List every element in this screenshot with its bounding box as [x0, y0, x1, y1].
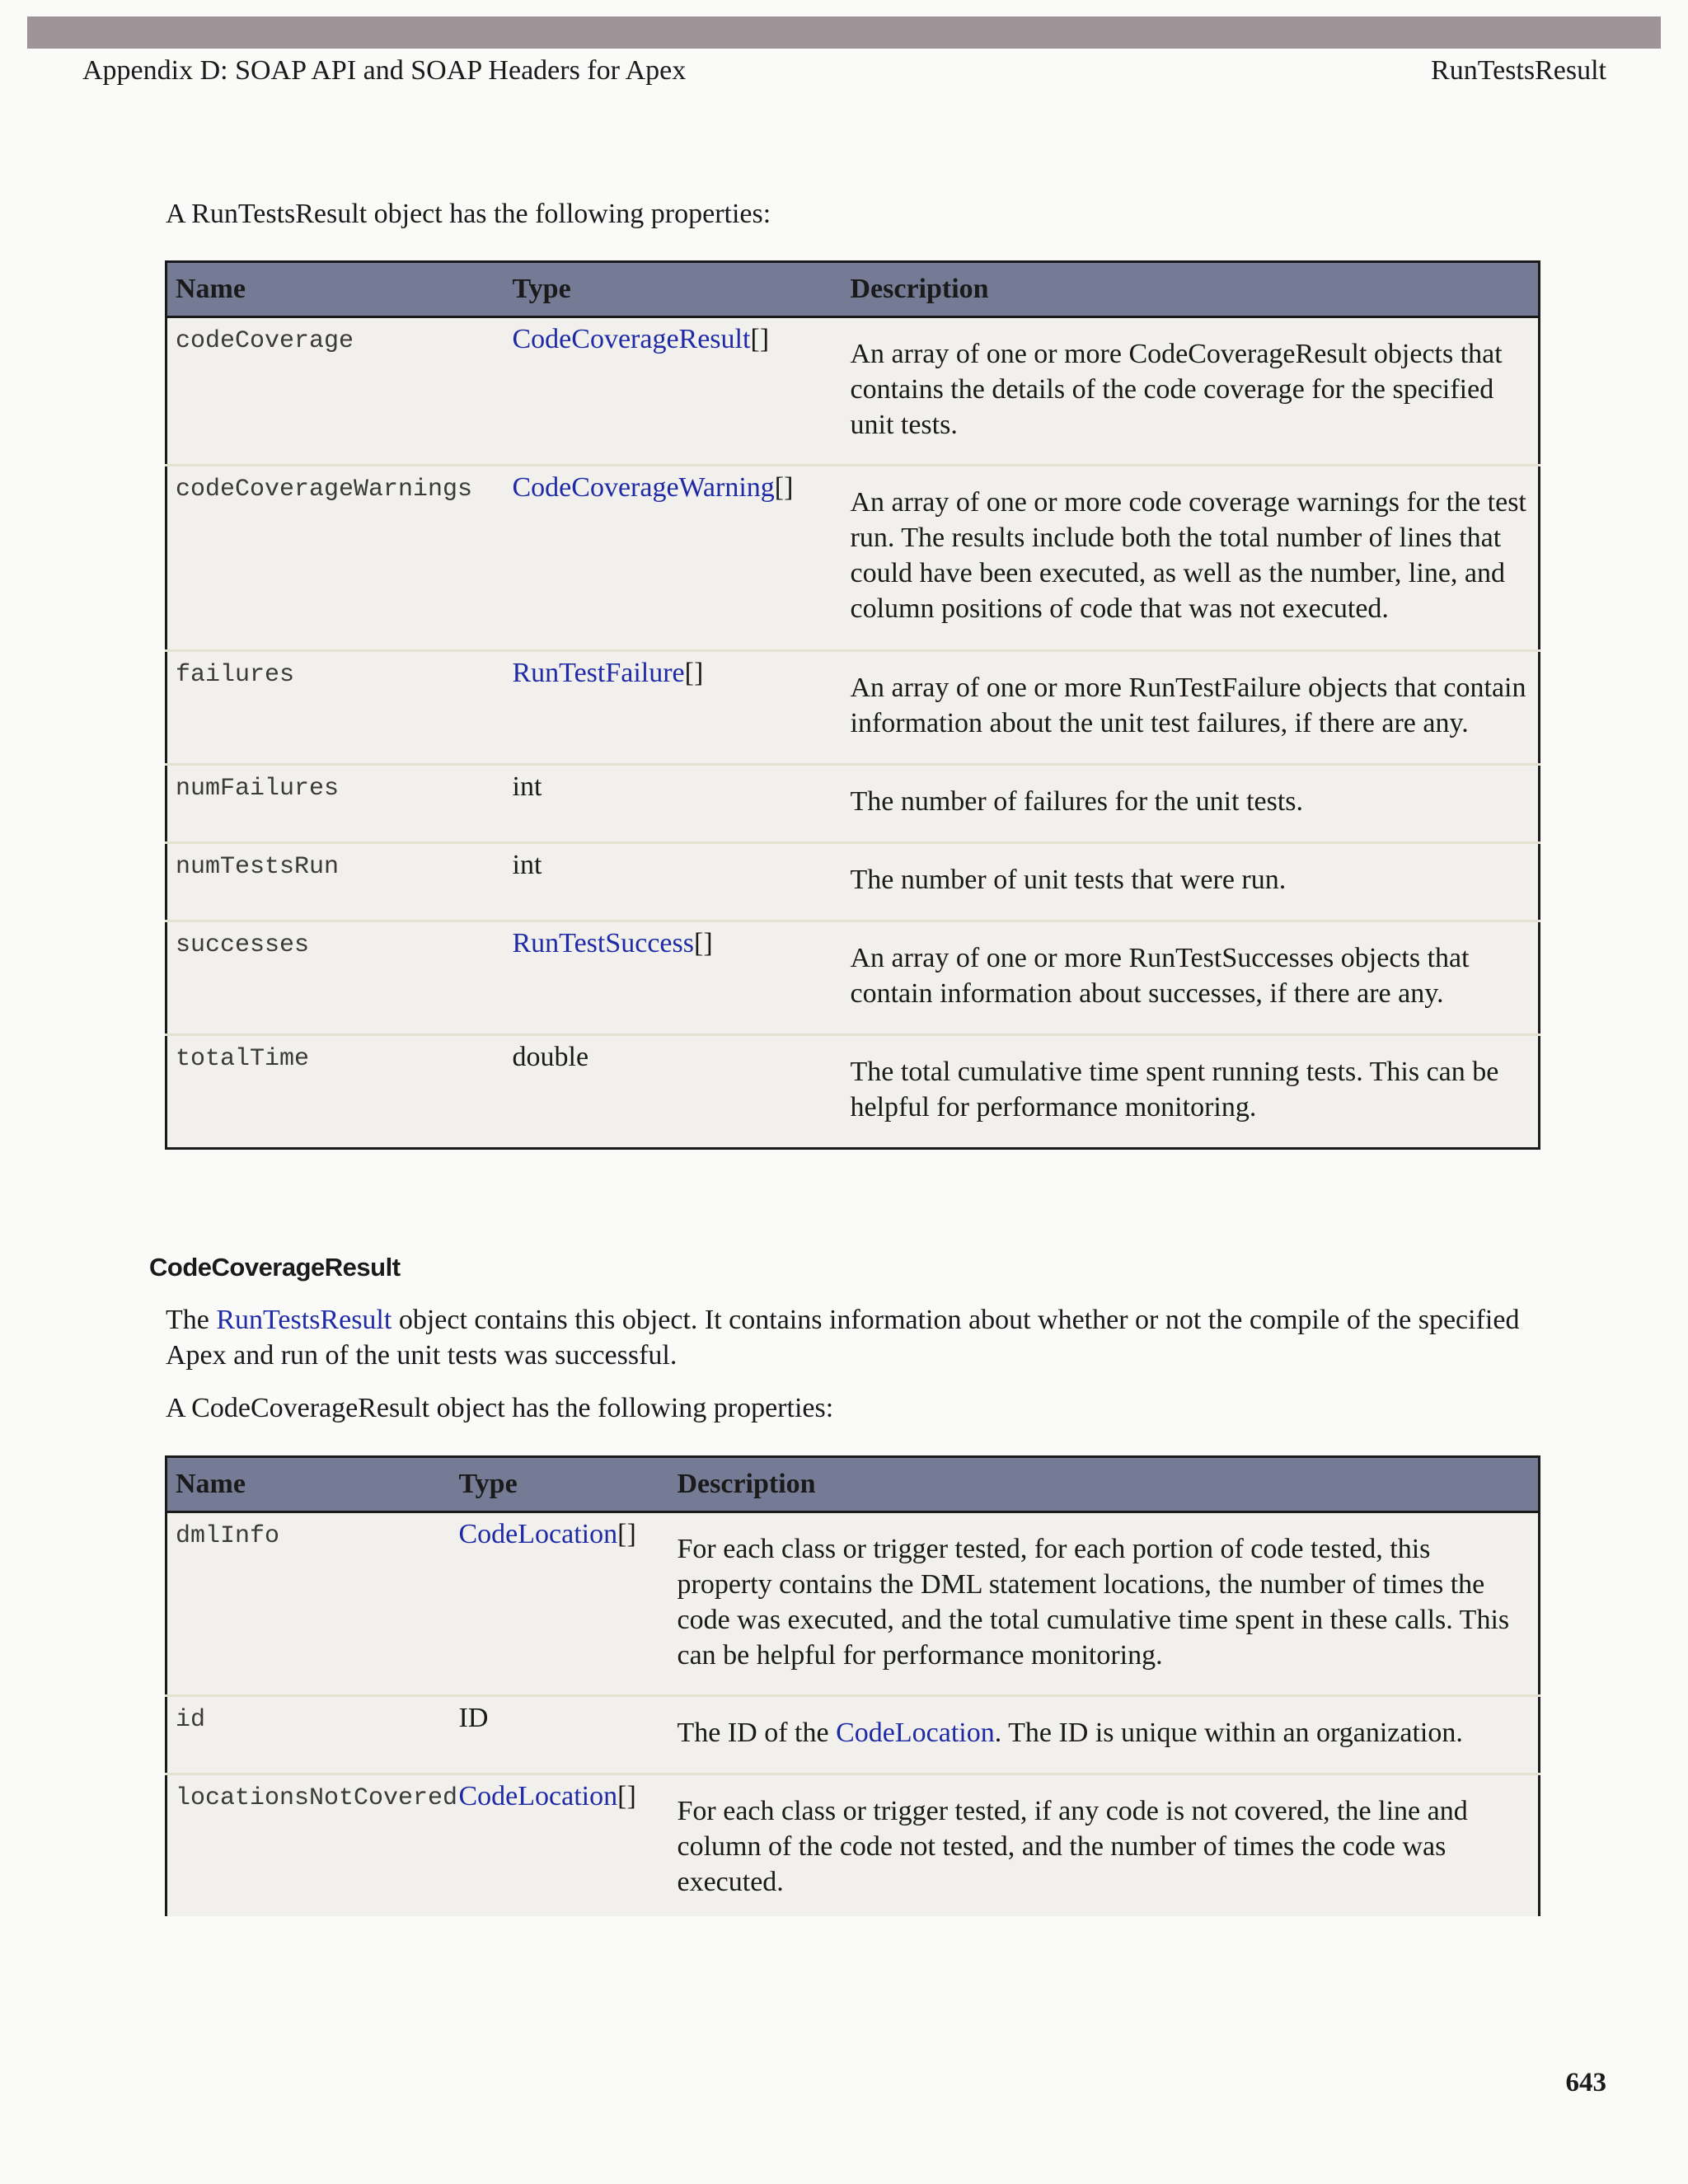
- property-name: failures: [166, 651, 504, 765]
- property-name: totalTime: [166, 1035, 504, 1149]
- property-type: [504, 466, 842, 651]
- property-description: The number of unit tests that were run.: [842, 843, 1540, 921]
- header-bar: [27, 16, 1661, 49]
- property-type: ID: [451, 1696, 669, 1774]
- column-header-type: Type: [504, 262, 842, 317]
- table-header-row: [166, 1457, 1540, 1512]
- property-type: [504, 921, 842, 1035]
- type-link[interactable]: RunTestFailure: [512, 658, 685, 688]
- property-name: locationsNotCovered: [166, 1774, 451, 1917]
- section-paragraph-text: object contains this object. It contains information about whether or not the compile of the specified Apex and run of the unit tests was successful.: [166, 1305, 1520, 1371]
- column-header-description: Description: [669, 1457, 1540, 1512]
- property-type: [451, 1774, 669, 1917]
- property-name: numFailures: [166, 765, 504, 843]
- column-header-name: Name: [166, 1457, 451, 1512]
- property-name: codeCoverageWarnings: [166, 466, 504, 651]
- running-header-topic: RunTestsResult: [1431, 55, 1606, 86]
- table-row: [166, 1696, 1540, 1774]
- property-name: codeCoverage: [166, 317, 504, 466]
- column-header-description: Description: [842, 262, 1540, 317]
- property-type: int: [504, 843, 842, 921]
- section-heading: CodeCoverageResult: [149, 1253, 401, 1282]
- type-link[interactable]: RunTestSuccess: [512, 928, 694, 958]
- description-text: The ID of the: [677, 1718, 837, 1748]
- property-description: The number of failures for the unit tests.: [842, 765, 1540, 843]
- runtestsresult-properties-table: [165, 260, 1540, 1150]
- property-name: dmlInfo: [166, 1512, 451, 1696]
- runtestsresult-link[interactable]: RunTestsResult: [216, 1305, 392, 1335]
- property-description: An array of one or more RunTestSuccesses objects that contain information about successes, if there are any.: [842, 921, 1540, 1035]
- table-row: [166, 921, 1540, 1035]
- column-header-type: Type: [451, 1457, 669, 1512]
- intro-paragraph: A CodeCoverageResult object has the following properties:: [166, 1393, 834, 1423]
- table-row: [166, 1035, 1540, 1149]
- description-text: . The ID is unique within an organization.: [994, 1718, 1463, 1748]
- property-name: numTestsRun: [166, 843, 504, 921]
- table-row: [166, 317, 1540, 466]
- property-type: [451, 1512, 669, 1696]
- codecoverageresult-properties-table: [165, 1455, 1540, 1916]
- property-type: double: [504, 1035, 842, 1149]
- property-name: id: [166, 1696, 451, 1774]
- property-description: The total cumulative time spent running tests. This can be helpful for performance monitoring.: [842, 1035, 1540, 1149]
- type-link[interactable]: CodeLocation: [458, 1781, 618, 1811]
- table-row: [166, 466, 1540, 651]
- property-description: An array of one or more code coverage warnings for the test run. The results include both the total number of lines that could have been executed, as well as the number, line, and column positions of code that was not executed.: [842, 466, 1540, 651]
- section-paragraph: [166, 1302, 1534, 1373]
- description-text: For each class or trigger tested, for each portion of code tested, this property contains the DML statement locations, the number of times the code was executed, and the total cumulative time spent in these calls. This can be helpful for performance monitoring.: [677, 1534, 1510, 1671]
- property-description: An array of one or more RunTestFailure objects that contain information about the unit test failures, if there are any.: [842, 651, 1540, 765]
- property-type: int: [504, 765, 842, 843]
- running-header-chapter: Appendix D: SOAP API and SOAP Headers for Apex: [82, 55, 687, 86]
- table-row: [166, 1774, 1540, 1917]
- property-type: [504, 651, 842, 765]
- table-row: [166, 843, 1540, 921]
- type-suffix: []: [617, 1781, 636, 1811]
- type-link[interactable]: CodeLocation: [458, 1519, 618, 1549]
- property-type: [504, 317, 842, 466]
- property-description: [669, 1774, 1540, 1917]
- type-suffix: []: [694, 928, 713, 958]
- table-row: [166, 765, 1540, 843]
- table-row: [166, 651, 1540, 765]
- property-description: An array of one or more CodeCoverageResult objects that contains the details of the code coverage for the specified unit tests.: [842, 317, 1540, 466]
- table-row: [166, 1512, 1540, 1696]
- intro-paragraph: A RunTestsResult object has the following properties:: [166, 199, 771, 229]
- type-link[interactable]: CodeCoverageWarning: [512, 472, 775, 503]
- property-description: [669, 1696, 1540, 1774]
- property-description: [669, 1512, 1540, 1696]
- table-header-row: [166, 262, 1540, 317]
- codelocation-link[interactable]: CodeLocation: [836, 1718, 995, 1748]
- type-link[interactable]: CodeCoverageResult: [512, 324, 751, 354]
- type-suffix: []: [774, 472, 794, 503]
- page-number: 643: [1565, 2068, 1606, 2097]
- section-paragraph-text: The: [166, 1305, 217, 1335]
- description-text: For each class or trigger tested, if any code is not covered, the line and column of the code not tested, and the number of times the code was executed.: [677, 1796, 1468, 1897]
- type-suffix: []: [684, 658, 704, 688]
- type-suffix: []: [617, 1519, 636, 1549]
- type-suffix: []: [750, 324, 770, 354]
- property-name: successes: [166, 921, 504, 1035]
- column-header-name: Name: [166, 262, 504, 317]
